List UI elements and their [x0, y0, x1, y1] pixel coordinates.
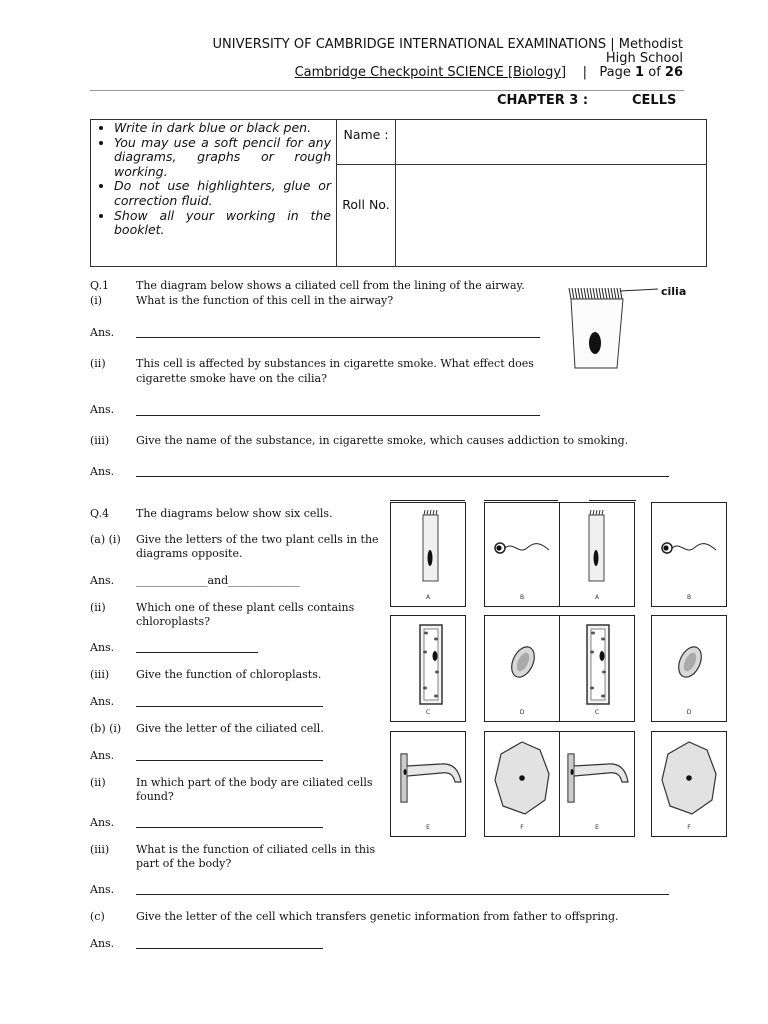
- chapter-number: CHAPTER 3 :: [497, 93, 589, 108]
- page-of: of: [648, 65, 661, 80]
- q4-b-iii-question-line2: part of the body?: [136, 857, 232, 870]
- header-line-1: UNIVERSITY OF CAMBRIDGE INTERNATIONAL EXAMINATIONS | Methodist: [212, 37, 683, 52]
- answer-line[interactable]: [136, 415, 540, 416]
- and-answer-lines[interactable]: _____________and_____________: [136, 574, 300, 587]
- answer-line[interactable]: [136, 894, 669, 895]
- q4-c-question: Give the letter of the cell which transfers genetic information from father to offspring.: [136, 910, 619, 923]
- cell-label-a: A: [594, 594, 600, 601]
- page-prefix: Page: [599, 65, 631, 80]
- ciliated-cell-icon: [391, 503, 465, 606]
- red-blood-cell-icon: [485, 616, 559, 721]
- diagram-top-rule: [484, 500, 558, 501]
- cheek-cell-icon: [652, 732, 726, 836]
- q4-b-i-number: (b) (i): [90, 722, 122, 735]
- q4-b-iii-question-line1: What is the function of ciliated cells in this: [136, 843, 376, 856]
- cilia-hairs: [569, 288, 622, 299]
- cell-label-e: E: [595, 824, 599, 831]
- q1-number: Q.1: [90, 279, 109, 292]
- answer-line[interactable]: [136, 760, 323, 761]
- ans-label: Ans.: [90, 695, 115, 708]
- q1-iii-question: Give the name of the substance, in cigarette smoke, which causes addiction to smoking.: [136, 434, 629, 447]
- ciliated-cell-icon: [560, 503, 634, 606]
- instruction-item: • Do not use highlighters, glue or correction fluid.: [114, 179, 335, 208]
- ans-label: Ans.: [90, 403, 115, 416]
- header-line-2: High School: [605, 51, 683, 66]
- q1-i-number: (i): [90, 294, 103, 307]
- page-number: 1: [635, 65, 645, 80]
- cell-diagram-f: [484, 731, 560, 837]
- cell-diagram-f-copy: [651, 731, 727, 837]
- instructions-table: [90, 119, 707, 267]
- ans-label: Ans.: [90, 749, 115, 762]
- cilia-pointer-line: [620, 289, 658, 291]
- instruction-item: • You may use a soft pencil for any diagrams, graphs or rough working.: [114, 136, 335, 180]
- q4-a-iii-question: Give the function of chloroplasts.: [136, 668, 322, 681]
- q4-a-i-number: (a) (i): [90, 533, 121, 546]
- page-total: 26: [664, 65, 683, 80]
- course-title: Cambridge Checkpoint SCIENCE [Biology]: [294, 65, 567, 80]
- cell-diagram-c: [390, 615, 466, 722]
- cell-label-c: C: [594, 709, 600, 716]
- q4-b-iii-number: (iii): [90, 843, 110, 856]
- cell-label-a: A: [425, 594, 431, 601]
- q4-a-i-question-line2: diagrams opposite.: [136, 547, 243, 560]
- ans-label: Ans.: [90, 465, 115, 478]
- red-blood-cell-icon: [652, 616, 726, 721]
- q4-number: Q.4: [90, 507, 109, 520]
- instructions-cell: [91, 120, 337, 267]
- q1-ii-question-line1: This cell is affected by substances in cigarette smoke. What effect does: [136, 357, 534, 370]
- header-institution: [90, 38, 683, 80]
- q4-intro: The diagrams below show six cells.: [136, 507, 333, 520]
- root-hair-cell-icon: [391, 732, 465, 836]
- instruction-item: • Show all your working in the booklet.: [114, 209, 335, 238]
- roll-number-field[interactable]: [396, 165, 707, 267]
- q4-a-iii-number: (iii): [90, 668, 110, 681]
- sperm-cell-icon: [485, 503, 559, 606]
- cell-diagram-a: [390, 502, 466, 607]
- cell-diagram-b-copy: [651, 502, 727, 607]
- q1-iii-number: (iii): [90, 434, 110, 447]
- cell-diagram-d-copy: [651, 615, 727, 722]
- cell-diagram-a-copy: [559, 502, 635, 607]
- cell-diagram-b: [484, 502, 560, 607]
- diagram-top-rule: [390, 500, 465, 501]
- cell-diagram-e-copy: [559, 731, 635, 837]
- instructions-list: [92, 121, 335, 238]
- roll-label: Roll No.: [337, 165, 396, 267]
- q4-b-ii-number: (ii): [90, 776, 106, 789]
- diagram-top-rule: [589, 500, 636, 501]
- sperm-cell-icon: [652, 503, 726, 606]
- cell-label-c: C: [425, 709, 431, 716]
- q4-a-ii-question-line2: chloroplasts?: [136, 615, 210, 628]
- q1-ii-number: (ii): [90, 357, 106, 370]
- plant-cell-icon: [391, 616, 465, 721]
- q1-i-question: What is the function of this cell in the airway?: [136, 294, 394, 307]
- chapter-title: CELLS: [632, 93, 677, 108]
- header-course-line: [90, 66, 683, 80]
- cheek-cell-icon: [485, 732, 559, 836]
- answer-line[interactable]: [136, 948, 323, 949]
- instruction-item: • Write in dark blue or black pen.: [114, 121, 335, 136]
- ans-label: Ans.: [90, 937, 115, 950]
- q4-a-ii-number: (ii): [90, 601, 106, 614]
- cell-label-f: F: [520, 824, 524, 831]
- ans-label: Ans.: [90, 641, 115, 654]
- cell-label-e: E: [426, 824, 430, 831]
- plant-cell-icon: [560, 616, 634, 721]
- cell-label-d: D: [686, 709, 692, 716]
- root-hair-cell-icon: [560, 732, 634, 836]
- cilia-label: cilia: [661, 285, 687, 298]
- cell-diagram-c-copy: [559, 615, 635, 722]
- q4-b-ii-question-line1: In which part of the body are ciliated cells: [136, 776, 373, 789]
- header-rule: [90, 90, 684, 91]
- q4-c-number: (c): [90, 910, 105, 923]
- cell-label-d: D: [519, 709, 525, 716]
- name-field[interactable]: [396, 120, 707, 165]
- answer-line[interactable]: [136, 827, 323, 828]
- answer-line[interactable]: [136, 706, 323, 707]
- q4-a-i-question-line1: Give the letters of the two plant cells in the: [136, 533, 379, 546]
- name-label: Name :: [337, 120, 396, 165]
- page-separator: |: [582, 65, 588, 80]
- q4-b-i-question: Give the letter of the ciliated cell.: [136, 722, 324, 735]
- ans-label: Ans.: [90, 883, 115, 896]
- answer-line[interactable]: [136, 476, 669, 477]
- cell-diagram-d: [484, 615, 560, 722]
- cell-diagram-e: [390, 731, 466, 837]
- q4-a-ii-question-line1: Which one of these plant cells contains: [136, 601, 355, 614]
- cell-label-b: B: [519, 594, 525, 601]
- q1-intro: The diagram below shows a ciliated cell from the lining of the airway.: [136, 279, 525, 292]
- cell-nucleus: [589, 332, 601, 354]
- ciliated-cell-diagram: [565, 280, 695, 375]
- cell-label-f: F: [687, 824, 691, 831]
- answer-line[interactable]: [136, 337, 540, 338]
- q4-b-ii-question-line2: found?: [136, 790, 174, 803]
- ans-label: Ans.: [90, 574, 115, 587]
- ans-label: Ans.: [90, 326, 115, 339]
- ans-label: Ans.: [90, 816, 115, 829]
- cell-label-b: B: [686, 594, 692, 601]
- q1-ii-question-line2: cigarette smoke have on the cilia?: [136, 372, 328, 385]
- answer-line[interactable]: [136, 652, 258, 653]
